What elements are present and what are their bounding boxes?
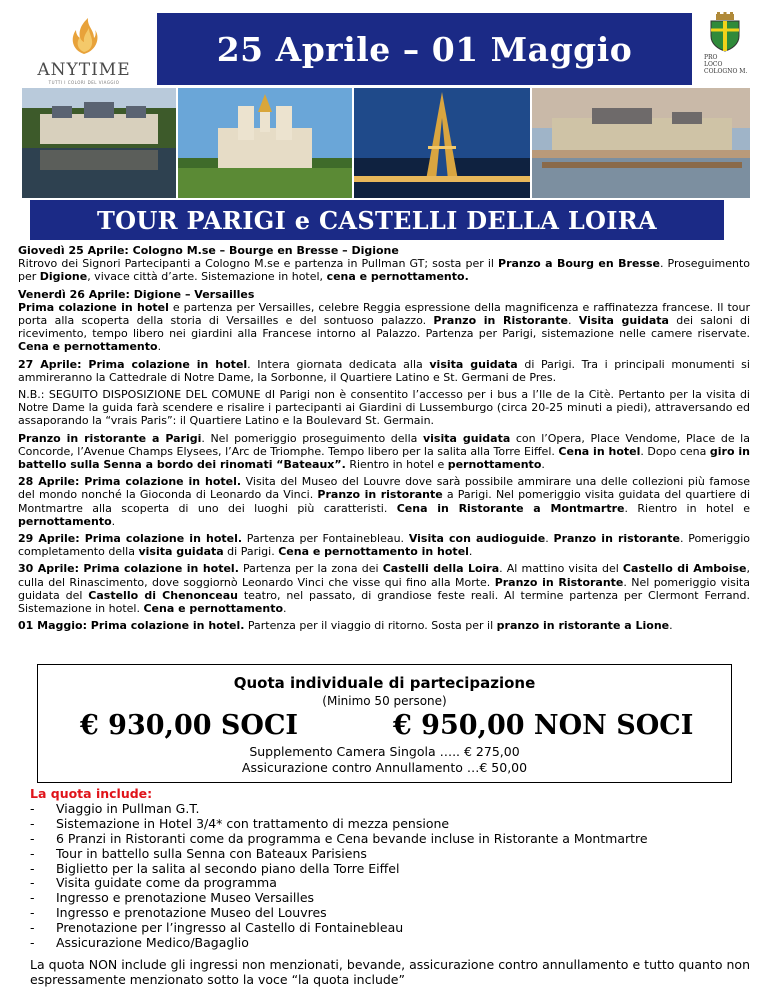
bold-text: 29 Aprile: Prima colazione in hotel. bbox=[18, 532, 243, 546]
bold-text: pernottamento bbox=[18, 514, 112, 528]
itinerary-day bbox=[18, 475, 750, 528]
text-run: Visita del Museo del Louvre dove sarà possibile ammirare una delle collezioni più famose del mondo nonché la Gioconda di Leonardo da Vinci. bbox=[18, 475, 750, 502]
bold-text: 01 Maggio: Prima colazione in hotel. bbox=[18, 619, 245, 633]
list-item: - Biglietto per la salita al secondo piano della Torre Eiffel bbox=[30, 862, 750, 877]
pro-loco-logo bbox=[700, 12, 750, 86]
text-run: . bbox=[468, 545, 473, 559]
title-banner bbox=[157, 13, 692, 85]
text-run: . bbox=[283, 602, 287, 616]
price-heading: Quota individuale di partecipazione bbox=[233, 674, 536, 692]
text-run: dei saloni di ricevimento, tempo libero nei giardini alla Francese intorno al Palazzo. Partenza per Parigi, sistemazione nelle camere riservate. bbox=[18, 314, 751, 341]
list-item: - Ingresso e prenotazione Museo Versailles bbox=[30, 891, 750, 906]
itinerary-day bbox=[18, 288, 750, 354]
text-run: . bbox=[111, 514, 116, 528]
text-run: con l’Opera, Place Vendome, Place de la Concorde, l’Avenue Champs Elysees, l’Arc de Triomphe. Tempo libero per la salita alla Torre Eiffel. bbox=[18, 431, 750, 458]
text-run: . Rientro in hotel e bbox=[624, 501, 750, 515]
includes-section bbox=[30, 787, 750, 988]
bold-text: Visita guidata bbox=[578, 314, 669, 328]
price-soci: € 930,00 SOCI bbox=[80, 710, 299, 741]
pro-loco-line: COLOGNO M. bbox=[704, 68, 748, 75]
text-run: . Nel pomeriggio proseguimento della bbox=[201, 431, 423, 445]
text-run: a Parigi. Nel pomeriggio visita guidata del quartiere di Montmartre alla scoperta di uno dei luoghi più caratteristi. bbox=[18, 488, 750, 515]
bold-text: pernottamento bbox=[447, 458, 542, 472]
itinerary-day bbox=[18, 532, 750, 558]
text-run: . Al mattino visita del bbox=[499, 562, 623, 576]
text-run: , culla del Rinascimento, dove soggiornò Leonardo Vinci che visse qui fino alla Morte. bbox=[18, 562, 750, 589]
minimum-participants: (Minimo 50 persone) bbox=[322, 694, 447, 708]
pro-loco-text bbox=[704, 54, 750, 75]
bold-text: pranzo in ristorante a Lione bbox=[496, 619, 670, 633]
cancellation-insurance: Assicurazione contro Annullamento …€ 50,00 bbox=[241, 760, 528, 775]
itinerary-day bbox=[18, 432, 750, 472]
text-run: . bbox=[541, 458, 545, 472]
bold-text: Cena e pernottamento bbox=[18, 340, 158, 354]
bold-text: Venerdì 26 Aprile: Digione – Versailles bbox=[18, 287, 255, 301]
list-item: - Viaggio in Pullman G.T. bbox=[30, 802, 750, 817]
tour-title: TOUR PARIGI e CASTELLI DELLA LOIRA bbox=[97, 205, 657, 235]
text-run: . Pomeriggio completamento della bbox=[18, 532, 750, 559]
bold-text: Pranzo in ristorante bbox=[317, 488, 443, 502]
text-run: . bbox=[568, 314, 579, 328]
list-item: - Ingresso e prenotazione Museo del Louvres bbox=[30, 906, 750, 921]
price-non-soci: € 950,00 NON SOCI bbox=[393, 710, 694, 741]
bold-text: Cena in Ristorante a Montmartre bbox=[396, 501, 625, 515]
list-item: - Tour in battello sulla Senna con Bateaux Parisiens bbox=[30, 847, 750, 862]
photo-strip bbox=[22, 88, 750, 198]
photo-chateau-amboise bbox=[532, 88, 750, 198]
text-run: , vivace città d’arte. Sistemazione in hotel, bbox=[87, 270, 327, 284]
not-included-note: La quota NON include gli ingressi non menzionati, bevande, assicurazione contro annullamento e tutto quanto non espressamente menzionato sotto la voce “la quota include” bbox=[30, 956, 750, 987]
text-run: teatro, nel passato, di grandiose feste reali. Al termine partenza per Clermont Ferrand. Sistemazione in hotel. bbox=[18, 588, 751, 616]
bold-text: cena e pernottamento. bbox=[326, 270, 469, 284]
bold-text: Pranzo in Ristorante bbox=[494, 575, 624, 589]
list-item: - 6 Pranzi in Ristoranti come da programma e Cena bevande incluse in Ristorante a Montmartre bbox=[30, 832, 750, 847]
bold-text: giro in battello sulla Senna a bordo dei rinomati “Bateaux”. bbox=[18, 444, 750, 472]
bold-text: Cena e pernottamento bbox=[143, 602, 284, 616]
page-title: 25 Aprile – 01 Maggio bbox=[216, 29, 633, 69]
itinerary-day bbox=[18, 358, 750, 384]
itinerary-day bbox=[18, 619, 750, 632]
anytime-logo bbox=[20, 14, 148, 86]
logo-brand: ANYTIME bbox=[37, 60, 131, 80]
text-run: . Proseguimento per bbox=[18, 257, 750, 284]
bold-text: 27 Aprile: Prima colazione in hotel bbox=[18, 357, 248, 371]
flame-icon bbox=[62, 14, 106, 58]
text-run: di Parigi. Tra i principali monumenti si ammireranno la Cattedrale di Notre Dame, la Sorbonne, il Quartiere Latino e St. Germani de Pres. bbox=[18, 357, 750, 384]
text-run: Partenza per la zona dei bbox=[238, 562, 383, 576]
bold-text: Pranzo in Ristorante bbox=[433, 314, 568, 328]
pro-loco-line: LOCO bbox=[704, 61, 723, 68]
bold-text: Giovedì 25 Aprile: Cologno M.se – Bourge en Bresse – Digione bbox=[18, 244, 399, 257]
text-run: . Intera giornata dedicata alla bbox=[247, 357, 430, 371]
crest-icon bbox=[705, 12, 745, 52]
bold-text: Pranzo in ristorante a Parigi bbox=[18, 431, 202, 445]
itinerary-day bbox=[18, 562, 750, 615]
bold-text: visita guidata bbox=[422, 431, 511, 445]
text-run: N.B.: SEGUITO DISPOSIZIONE DEL COMUNE dI Parigi non è consentito l’accesso per i bus a l’Ile de la Citè. Pertanto per la visita di Notre Dame la guida farà scendere e risalire i partecipanti ai Giardini di Lussemburgo (circa 20-25 minuti a piedi), attraversando ed assaporando la “vrais Paris”: il Quartiere Latino e la Boulevard St. Germain. bbox=[18, 388, 750, 428]
itinerary bbox=[18, 244, 750, 636]
text-run: Rientro in hotel e bbox=[345, 458, 448, 472]
photo-eiffel-tower bbox=[354, 88, 530, 198]
bold-text: Pranzo a Bourg en Bresse bbox=[498, 257, 660, 271]
bold-text: Cena e pernottamento in hotel bbox=[278, 545, 469, 559]
bold-text: Prima colazione in hotel bbox=[18, 300, 169, 314]
price-row bbox=[38, 710, 731, 744]
text-run: . bbox=[157, 340, 162, 354]
includes-list bbox=[30, 802, 750, 951]
text-run: . Dopo cena bbox=[640, 444, 710, 458]
bold-text: Visita con audioguide bbox=[408, 532, 546, 546]
single-room-supplement: Supplemento Camera Singola ….. € 275,00 bbox=[249, 744, 520, 759]
text-run: di Parigi. bbox=[223, 545, 279, 559]
text-run: Partenza per Fontainebleau. bbox=[242, 532, 409, 546]
includes-label: La quota include: bbox=[30, 786, 153, 801]
list-item: - Sistemazione in Hotel 3/4* con trattamento di mezza pensione bbox=[30, 817, 750, 832]
itinerary-day bbox=[18, 244, 750, 284]
bold-text: visita guidata bbox=[429, 357, 518, 371]
bold-text: Pranzo in ristorante bbox=[553, 532, 680, 546]
photo-basilica bbox=[178, 88, 352, 198]
list-item: - Assicurazione Medico/Bagaglio bbox=[30, 936, 750, 951]
photo-chateau-lake bbox=[22, 88, 176, 198]
bold-text: Castello di Chenonceau bbox=[88, 588, 238, 602]
text-run: . bbox=[545, 532, 554, 546]
list-item: - Visita guidate come da programma bbox=[30, 876, 750, 891]
bold-text: 30 Aprile: Prima colazione in hotel. bbox=[18, 562, 239, 576]
price-box bbox=[37, 664, 732, 783]
bold-text: Cena in hotel bbox=[558, 444, 641, 458]
text-run: . Nel pomeriggio visita guidata del bbox=[18, 575, 750, 602]
text-run: Partenza per il viaggio di ritorno. Sosta per il bbox=[244, 619, 497, 633]
bold-text: Castello di Amboise bbox=[622, 562, 747, 576]
bold-text: visita guidata bbox=[138, 545, 224, 559]
text-run: e partenza per Versailles, celebre Reggia espressione della magnificenza e raffinatezza francese. Il tour porta alla scoperta della storia di Versailles e del sontuoso palazzo. bbox=[18, 300, 750, 328]
text-run: . bbox=[669, 619, 673, 633]
list-item: - Prenotazione per l’ingresso al Castello di Fontainebleau bbox=[30, 921, 750, 936]
bold-text: 28 Aprile: Prima colazione in hotel. bbox=[18, 475, 242, 489]
pro-loco-line: PRO bbox=[704, 54, 718, 61]
logo-tagline: TUTTI I COLORI DEL VIAGGIO bbox=[48, 80, 120, 85]
bold-text: Digione bbox=[39, 270, 88, 284]
itinerary-day bbox=[18, 388, 750, 428]
subtitle-banner bbox=[30, 200, 724, 240]
text-run: Ritrovo dei Signori Partecipanti a Cologno M.se e partenza in Pullman GT; sosta per il bbox=[18, 257, 499, 271]
bold-text: Castelli della Loira bbox=[382, 562, 500, 576]
